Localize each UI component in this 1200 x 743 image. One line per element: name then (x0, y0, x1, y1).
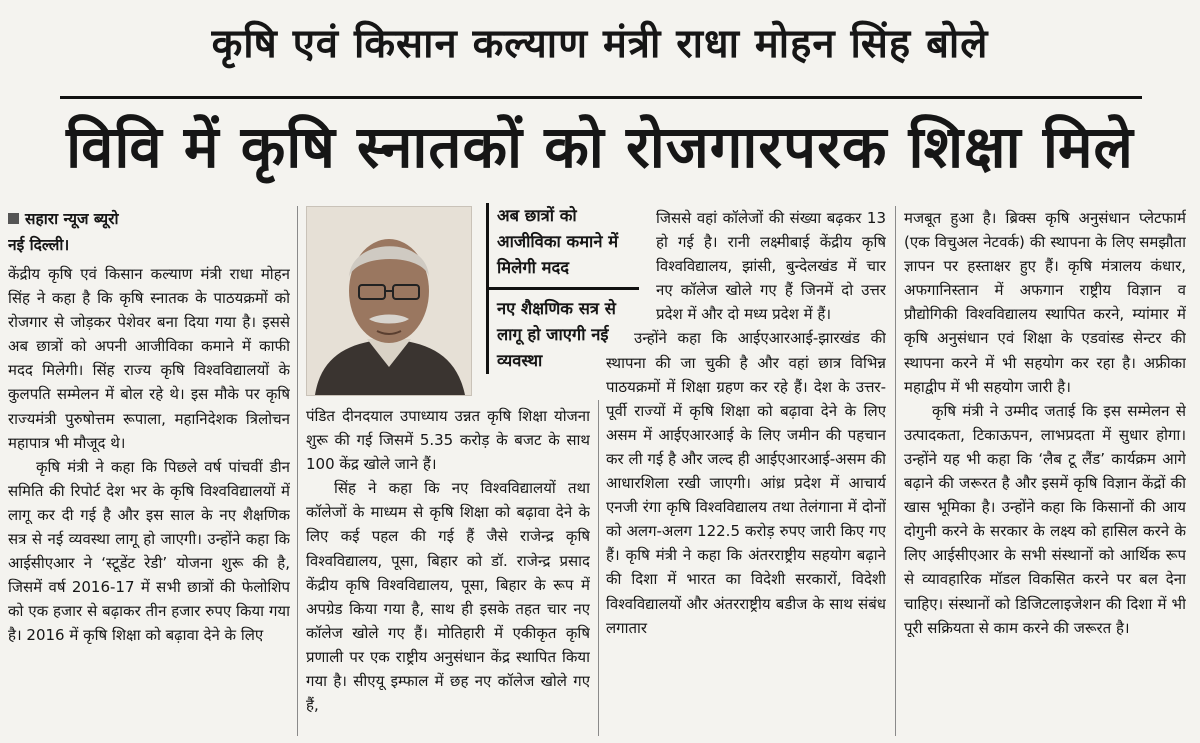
column-divider (895, 206, 896, 736)
dateline: नई दिल्ली। (8, 236, 70, 254)
paragraph: कृषि मंत्री ने कहा कि पिछले वर्ष पांचवीं डीन समिति की रिपोर्ट देश भर के कृषि विश्वविद्यालयों में लागू कर दी गई है और इस साल के नए शैक्षणिक सत्र से नई व्यवस्था लागू हो जाएगी। उन्होंने कहा कि आईसीएआर ने ‘स्टूडेंट रेडी’ योजना शुरू की है, जिसमें वर्ष 2016-17 में सभी छात्रों की फेलोशिप को एक हजार से बढ़ाकर तीन हजार रुपए किया गया है। 2016 में कृषि शिक्षा को बढ़ावा देने के लिए (8, 457, 290, 645)
article-column-3 (606, 206, 886, 738)
byline-text: सहारा न्यूज ब्यूरो (25, 210, 119, 228)
highlight-line-1: अब छात्रों को आजीविका कमाने में मिलेगी मदद (497, 206, 619, 277)
article-column-2 (306, 404, 590, 738)
column-divider (297, 206, 298, 736)
column-divider (598, 400, 599, 736)
paragraph: पंडित दीनदयाल उपाध्याय उन्नत कृषि शिक्षा योजना शुरू की गई जिसमें 5.35 करोड़ के बजट के साथ 100 केंद्र खोले जाने हैं। (306, 407, 590, 474)
headline-rule (60, 96, 1142, 99)
paragraph: कृषि मंत्री ने उम्मीद जताई कि इस सम्मेलन से उत्पादकता, टिकाऊपन, लाभप्रदता में सुधार होगा। उन्होंने यह भी कहा कि ‘लैब टू लैंड’ कार्यक्रम आगे बढ़ाने की जरूरत है और इसमें कृषि विज्ञान केंद्रों की खास भूमिका है। उन्होंने कहा कि किसानों की आय दोगुनी करने के सरकार के लक्ष्य को हासिल करने के लिए आईसीएआर के सभी संस्थानों को आर्थिक रूप से व्यावहारिक मॉडल विकसित करने पर बल देना चाहिए। संस्थानों को डिजिटलाइजेशन की दिशा में भी पूरी सक्रियता से काम करने की जरूरत है। (904, 401, 1186, 637)
paragraph: मजबूत हुआ है। ब्रिक्स कृषि अनुसंधान प्लेटफार्म (एक विचुअल नेटवर्क) की स्थापना के लिए समझौता ज्ञापन पर हस्ताक्षर हुए हैं। कृषि मंत्रालय कंधार, अफगानिस्तान में अफगान राष्ट्रीय विज्ञान व प्रौद्योगिकी विश्वविद्यालय स्थापित करने, म्यांमार में कृषि अनुसंधान एवं शिक्षा के एडवांस्ड सेन्टर की स्थापना करने में भी सहयोग कर रहा है। अफ्रीका महाद्वीप में भी सहयोग जारी है। (904, 209, 1186, 396)
article-column-1 (8, 206, 290, 738)
paragraph: उन्होंने कहा कि आईएआरआई-झारखंड की स्थापना की जा चुकी है और वहां छात्र विभिन्न पाठयक्रमों में शिक्षा ग्रहण कर रहे हैं। देश के उत्तर-पूर्वी राज्यों में कृषि शिक्षा को बढ़ावा देने के लिए असम में आईएआरआई के लिए जमीन की पहचान कर ली गई है और जल्द ही आईएआरआई-असम की आधारशिला रखी जाएगी। आंध्र प्रदेश में आचार्य एनजी रंगा कृषि विश्वविद्यालय तथा तेलंगाना में दोनों को अलग-अलग 122.5 करोड़ रुपए जारी किए गए हैं। कृषि मंत्री ने कहा कि अंतरराष्ट्रीय सहयोग बढ़ाने की दिशा में भारत का विदेशी सरकारों, विदेशी विश्वविद्यालयों और अंतरराष्ट्रीय बडीज के साथ संबंध लगातार (606, 329, 886, 637)
paragraph: सिंह ने कहा कि नए विश्वविद्यालयों तथा कॉलेजों के माध्यम से कृषि शिक्षा को बढ़ावा देने के लिए कई पहल की गई हैं जैसे राजेन्द्र कृषि विश्वविद्यालय, पूसा, बिहार को डॉ. राजेन्द्र प्रसाद केंद्रीय कृषि विश्वविद्यालय, पूसा, बिहार के रूप में अपग्रेड किया गया है, साथ ही इसके तहत चार नए कॉलेज खोले गए हैं। मोतिहारी में एकीकृत कृषि प्रणाली पर एक राष्ट्रीय अनुसंधान केंद्र स्थापित किया गया है। सीएयू इम्फाल में छह नए कॉलेज खोले गए हैं, (306, 479, 590, 715)
portrait-photo-icon (307, 207, 471, 395)
highlight-line-2: नए शैक्षणिक सत्र से लागू हो जाएगी नई व्यवस्था (497, 299, 616, 370)
portrait-photo (306, 206, 472, 396)
paragraph: केंद्रीय कृषि एवं किसान कल्याण मंत्री राधा मोहन सिंह ने कहा है कि कृषि स्नातक के पाठयक्रमों को रोजगार से जोड़कर पेशेवर बना दिया गया है। इससे अब छात्रों को अपनी आजीविका कमाने में काफी मदद मिलेगी। सिंह राज्य कृषि विश्वविद्यालयों के कुलपति सम्मेलन में बोल रहे थे। इस मौके पर कृषि राज्यमंत्री पुरुषोत्तम रूपाला, महानिदेशक त्रिलोचन महापात्र भी मौजूद थे। (8, 265, 290, 452)
article-column-4 (904, 206, 1186, 738)
byline-square-icon (8, 213, 19, 224)
kicker-headline: कृषि एवं किसान कल्याण मंत्री राधा मोहन सिंह बोले (211, 21, 989, 67)
main-headline: विवि में कृषि स्नातकों को रोजगारपरक शिक्षा मिले (66, 113, 1134, 181)
paragraph: जिससे वहां कॉलेजों की संख्या बढ़कर 13 हो गई है। रानी लक्ष्मीबाई केंद्रीय कृषि विश्वविद्यालय, झांसी, बुन्देलखंड में चार नए कॉलेज खोले गए हैं जिनमें दो उत्तर प्रदेश में और दो मध्य प्रदेश में हैं। (656, 209, 886, 324)
byline (8, 206, 290, 232)
